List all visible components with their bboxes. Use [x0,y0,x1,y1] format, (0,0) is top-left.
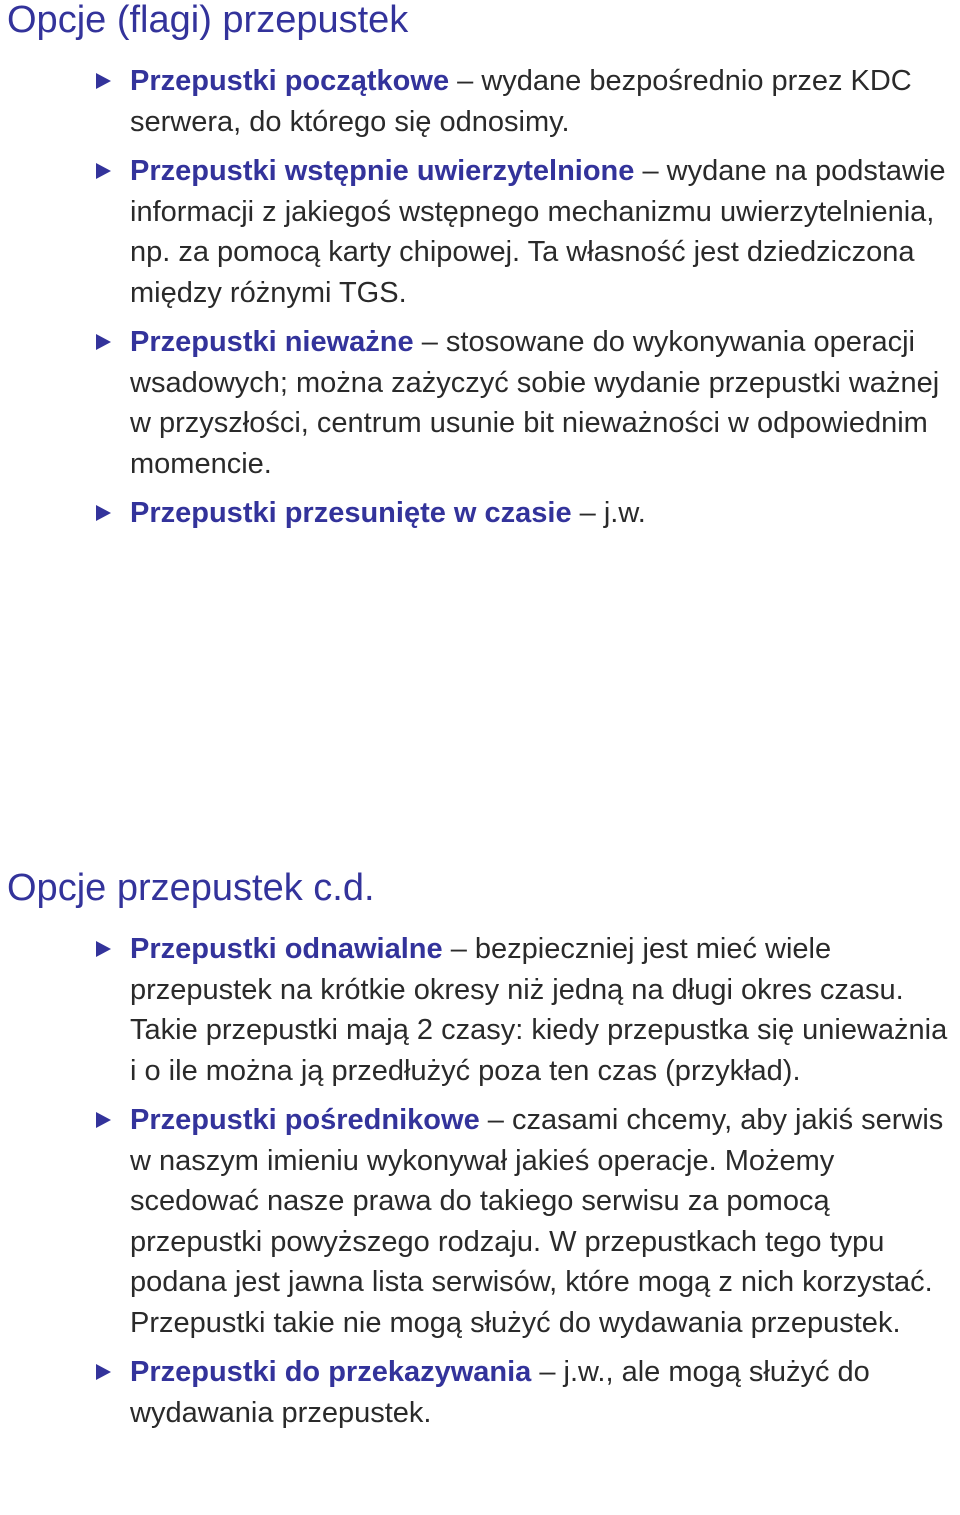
item-text: – czasami chcemy, aby jakiś serwis w naszym imieniu wykonywał jakieś operacje. Możemy scedować nasze prawa do takiego serwisu za pomocą przepustki powyższego rodzaju. W przepustkach tego typu podana jest jawna lista serwisów, które mogą z nich korzystać. Przepustki takie nie mogą służyć do wydawania przepustek. [130,1104,944,1339]
item-text: – stosowane do wykonywania operacji wsadowych; można zażyczyć sobie wydanie przepustki ważnej w przyszłości, centrum usunie bit nieważności w odpowiednim momencie. [130,326,940,480]
slide-title: Opcje (flagi) przepustek [7,0,409,41]
triangle-bullet-icon [96,73,111,89]
item-term: Przepustki pośrednikowe [130,1104,480,1136]
item-text: – wydane bezpośrednio przez KDC serwera, do którego się odnosimy. [130,65,912,138]
item-term: Przepustki początkowe [130,65,450,97]
item-text: – j.w., ale mogą służyć do wydawania przepustek. [130,1356,870,1429]
item-term: Przepustki nieważne [130,326,414,358]
bullet-list [0,929,960,1442]
list-item [0,493,960,534]
item-text: – j.w. [571,497,646,529]
item-term: Przepustki wstępnie uwierzytelnione [130,155,635,187]
triangle-bullet-icon [96,941,111,957]
item-text: – bezpieczniej jest mieć wiele przepustek na krótkie okresy niż jedną na długi okres czasu. Takie przepustki mają 2 czasy: kiedy przepustka się unieważnia i o ile można ją przedłużyć poza ten czas (przykład). [130,933,948,1087]
triangle-bullet-icon [96,505,111,521]
slide-title: Opcje przepustek c.d. [7,867,375,909]
triangle-bullet-icon [96,334,111,350]
list-item [0,1352,960,1433]
list-item [0,151,960,313]
item-term: Przepustki przesunięte w czasie [130,497,572,529]
item-term: Przepustki odnawialne [130,933,443,965]
list-item [0,61,960,142]
list-item [0,1100,960,1343]
triangle-bullet-icon [96,1112,111,1128]
list-item [0,322,960,484]
list-item [0,929,960,1091]
item-term: Przepustki do przekazywania [130,1356,532,1388]
triangle-bullet-icon [96,1364,111,1380]
triangle-bullet-icon [96,163,111,179]
item-text: – wydane na podstawie informacji z jakiegoś wstępnego mechanizmu uwierzytelnienia, np. za pomocą karty chipowej. Ta własność jest dziedziczona między różnymi TGS. [130,155,946,309]
bullet-list [0,61,960,543]
